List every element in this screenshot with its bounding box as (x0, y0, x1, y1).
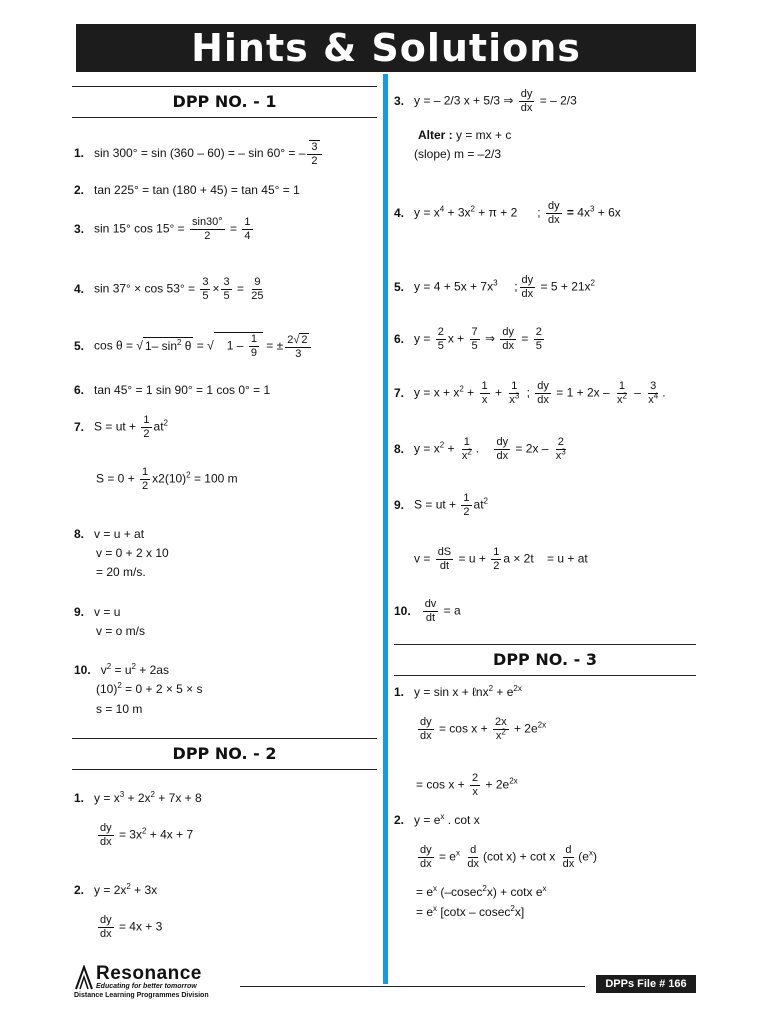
solution-1-10c: s = 10 m (96, 702, 143, 716)
resonance-logo (74, 965, 234, 999)
solution-1-2: 2. tan 225° = tan (180 + 45) = tan 45° = 1 (74, 183, 300, 197)
solution-2-8: 8. $y = x^2$ + $\frac{1}{x^2}$ . $\frac{dy}{dx}$ = 2x – $\frac{2}{x^3}$ (394, 436, 566, 462)
solution-2-5: 5. $y = 4 + 5x + 7x^3$ ; $\frac{dy}{dx}$ = $5 + 21x^2$ (394, 274, 595, 300)
solution-3-2: 2. $y = e^x$ . cot x (394, 812, 480, 827)
solution-2-7: 7. $y = x + x^2$ + $\frac{1}{x}$ + $\frac{1}{x^3}$ ; $\frac{dy}{dx}$ = 1 + 2x – $\frac{1}{x^2}$ – $\frac{3}{x^4}$ . (394, 380, 666, 406)
solution-1-8b: v = 0 + 2 x 10 (96, 546, 169, 560)
solution-1-7b: S = 0 + $\frac{1}{2}$ $x2(10)^2 = 100$ m (96, 466, 238, 492)
solution-3-2d: = $e^x$ [cotx – cosec$^2$x] (416, 904, 525, 919)
solution-2-9b: v = $\frac{dS}{dt}$ = u + $\frac{1}{2}$ a × 2t = u + at (414, 546, 588, 572)
page-title: Hints & Solutions (76, 24, 696, 72)
solution-2-1b: $\frac{dy}{dx}$ = $3x^2 + 4x + 7$ (100, 822, 194, 848)
solution-2-1: 1. $y = x^3 + 2x^2 + 7x + 8$ (74, 790, 202, 805)
column-divider (383, 74, 388, 984)
solution-3-1c: = cos x + $\frac{2}{x}$ + $2e^{2x}$ (416, 772, 518, 798)
solution-2-2b: $\frac{dy}{dx}$ = 4x + 3 (100, 914, 163, 940)
solution-1-8: 8. v = u + at (74, 527, 145, 541)
solution-3-1b: $\frac{dy}{dx}$ = cos x + $\frac{2x}{x^2}$ + $2e^{2x}$ (420, 716, 547, 742)
section-heading-dpp1: DPP NO. - 1 (72, 86, 377, 118)
file-badge: DPPs File # 166 (596, 975, 696, 993)
resonance-mark-icon (74, 965, 94, 991)
solution-1-8c: = 20 m/s. (96, 565, 146, 579)
solution-2-2: 2. $y = 2x^2 + 3x$ (74, 882, 158, 897)
section-heading-dpp3: DPP NO. - 3 (394, 644, 696, 676)
solution-2-4: 4. $y = x^4 + 3x^2 + \pi + 2$ ; $\frac{dy}{dx}$ = $4x^3 + 6x$ (394, 200, 621, 226)
solution-2-3-alter: Alter : y = mx + c (418, 128, 512, 142)
solution-1-5: 5. cos θ = √ 1– $\sin^2 \theta$ = √ 1 – $\frac{1}{9}$ = ± $\frac{2√ 2}{3}$ (74, 332, 313, 361)
solution-2-9: 9. S = ut + $\frac{1}{2}$ $at^2$ (394, 492, 488, 518)
solution-2-6: 6. y = $\frac{2}{5}$ x + $\frac{7}{5}$ ⇒ $\frac{dy}{dx}$ = $\frac{2}{5}$ (394, 326, 542, 352)
solution-2-3: 3. y = – 2/3 x + 5/3 ⇒ $\frac{dy}{dx}$ = – 2/3 (394, 88, 577, 114)
solution-1-9: 9. v = u (74, 605, 121, 619)
solution-1-4: 4. sin 37° × cos 53° = $\frac{3}{5}$ × $\frac{3}{5}$ = $\frac{9}{25}$ (74, 276, 264, 302)
brand-division: Distance Learning Programmes Division (74, 992, 209, 999)
solution-1-9b: v = o m/s (96, 624, 146, 638)
solution-2-3-slope: (slope) m = –2/3 (414, 147, 502, 161)
solution-1-10: 10. $v^2 = u^2 + 2as$ (74, 662, 169, 677)
brand-name: Resonance (96, 963, 202, 984)
solution-1-10b: $(10)^2 = 0 + 2 \times 5 \times s$ (96, 681, 203, 696)
solution-1-6: 6. tan 45° = 1 sin 90° = 1 cos 0° = 1 (74, 383, 271, 397)
solution-3-2c: = $e^x$ (–cosec$^2$x) + cotx $e^x$ (416, 884, 547, 899)
solution-2-10: 10. $\frac{dv}{dt}$ = a (394, 598, 461, 624)
solution-1-1: 1. sin 300° = sin (360 – 60) = – sin 60° = – $\frac{3}{2}$ (74, 140, 324, 168)
solution-3-2b: $\frac{dy}{dx}$ = $e^x$ $\frac{d}{dx}$ (cot x) + cot x $\frac{d}{dx}$ $(e^x)$ (420, 844, 597, 870)
solution-1-3: 3. sin 15° cos 15° = $\frac{\sin 30^\circ}{2}$ = $\frac{1}{4}$ (74, 216, 251, 242)
footer-rule (240, 986, 585, 987)
solution-1-7: 7. S = ut + $\frac{1}{2}$ $at^2$ (74, 414, 168, 440)
solution-3-1: 1. y = sin x + ℓnx$^2$ + $e^{2x}$ (394, 684, 522, 699)
brand-tagline: Educating for better tomorrow (96, 983, 197, 990)
section-heading-dpp2: DPP NO. - 2 (72, 738, 377, 770)
